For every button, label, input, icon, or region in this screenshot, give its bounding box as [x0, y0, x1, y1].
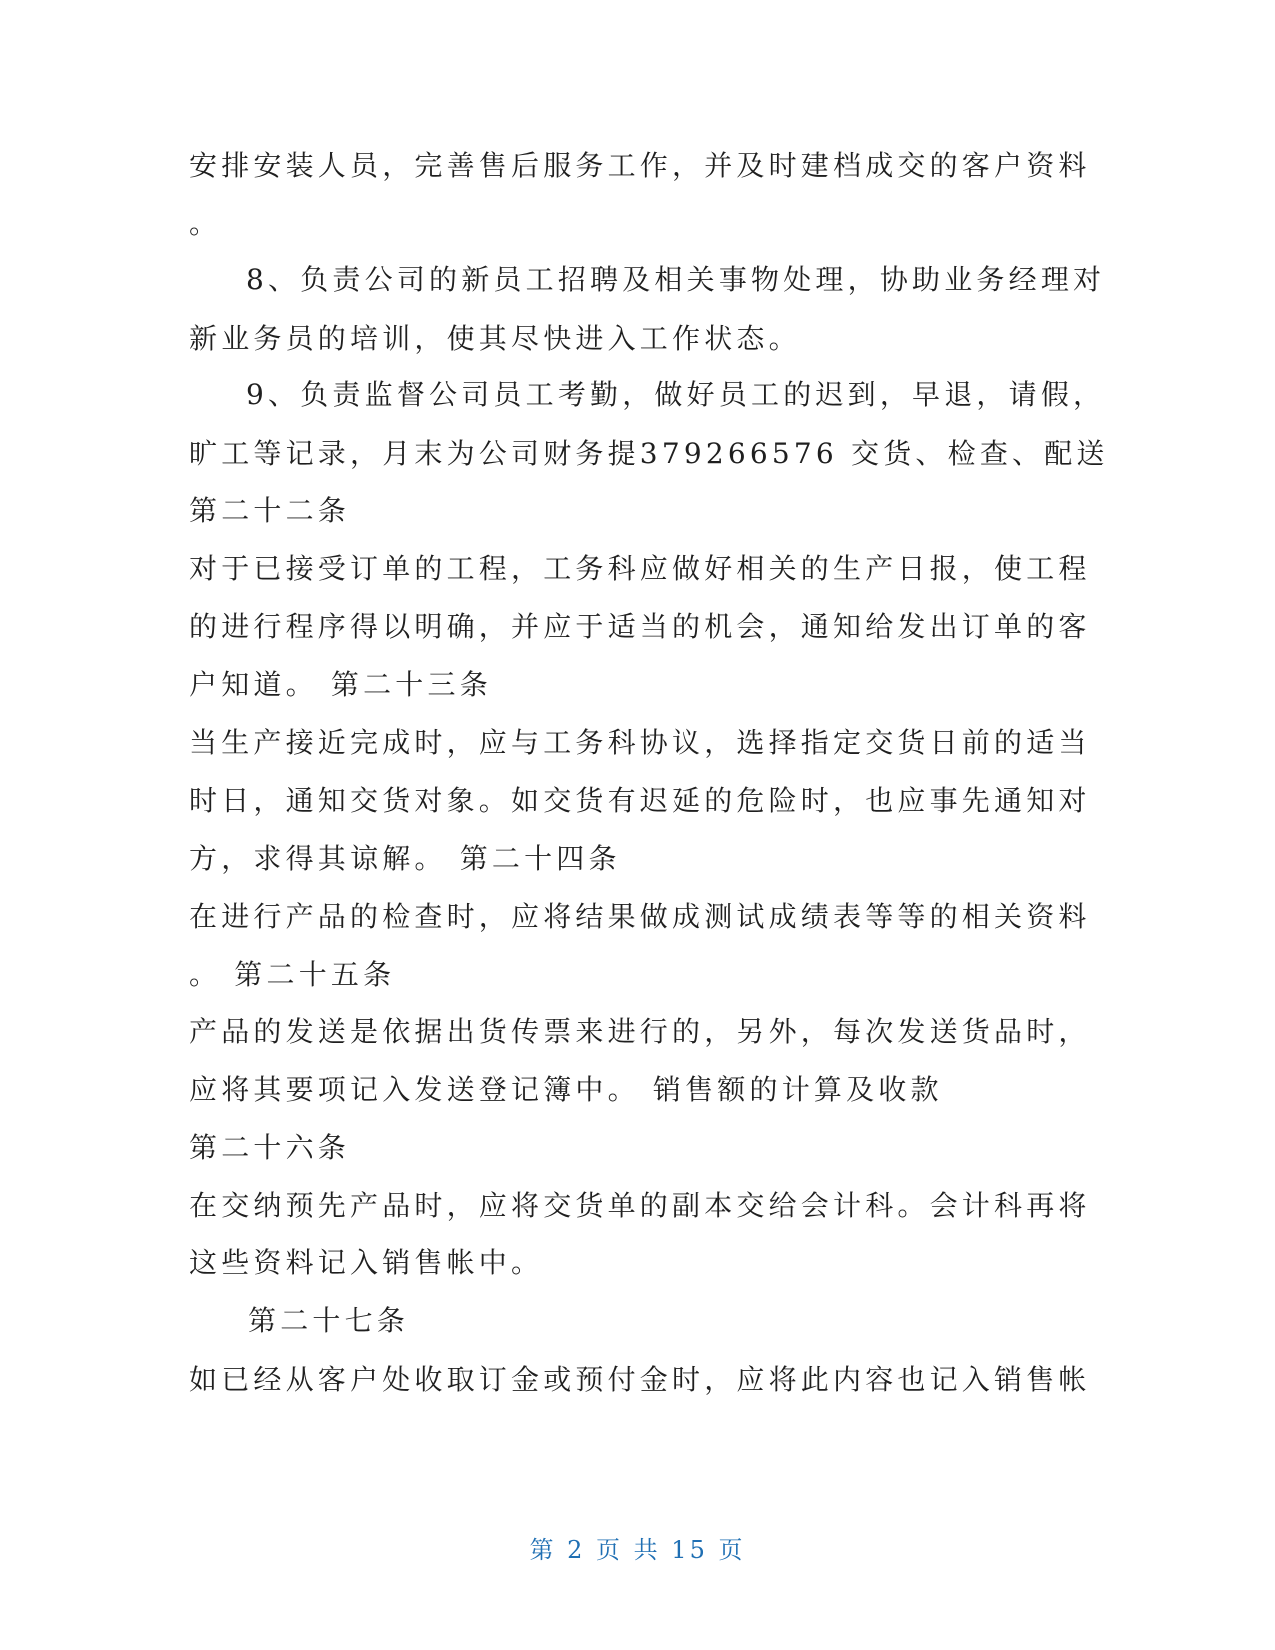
text-line: 当生产接近完成时，应与工务科协议，选择指定交货日前的适当	[189, 726, 1091, 759]
text-line: 9、负责监督公司员工考勤，做好员工的迟到，早退，请假，	[246, 378, 1106, 411]
text-line: 方，求得其谅解。 第二十四条	[189, 842, 621, 875]
text-line: 8、负责公司的新员工招聘及相关事物处理，协助业务经理对	[246, 263, 1106, 296]
text-line: 这些资料记入销售帐中。	[189, 1246, 544, 1279]
text-line: 在交纳预先产品时，应将交货单的副本交给会计科。会计科再将	[189, 1189, 1091, 1222]
page-number-footer: 第 2 页 共 15 页	[529, 1536, 746, 1564]
text-line: 。 第二十五条	[189, 958, 396, 991]
text-line: 安排安装人员，完善售后服务工作，并及时建档成交的客户资料	[189, 149, 1091, 182]
article-heading: 第二十七条	[248, 1304, 410, 1337]
text-line: 户知道。 第二十三条	[189, 668, 492, 701]
text-line: 如已经从客户处收取订金或预付金时，应将此内容也记入销售帐	[189, 1363, 1091, 1396]
text-line: 在进行产品的检查时，应将结果做成测试成绩表等等的相关资料	[189, 900, 1091, 933]
text-line: 。	[189, 207, 222, 240]
text-line: 时日，通知交货对象。如交货有迟延的危险时，也应事先通知对	[189, 784, 1091, 817]
text-line: 应将其要项记入发送登记簿中。 销售额的计算及收款	[189, 1073, 943, 1106]
text-line: 新业务员的培训，使其尽快进入工作状态。	[189, 322, 801, 355]
text-line: 的进行程序得以明确，并应于适当的机会，通知给发出订单的客	[189, 610, 1091, 643]
text-line: 产品的发送是依据出货传票来进行的，另外，每次发送货品时，	[189, 1015, 1091, 1048]
text-line: 旷工等记录，月末为公司财务提379266576 交货、检查、配送	[189, 437, 1109, 470]
article-heading: 第二十六条	[189, 1131, 351, 1164]
text-line: 对于已接受订单的工程，工务科应做好相关的生产日报，使工程	[189, 552, 1091, 585]
article-heading: 第二十二条	[189, 494, 351, 527]
